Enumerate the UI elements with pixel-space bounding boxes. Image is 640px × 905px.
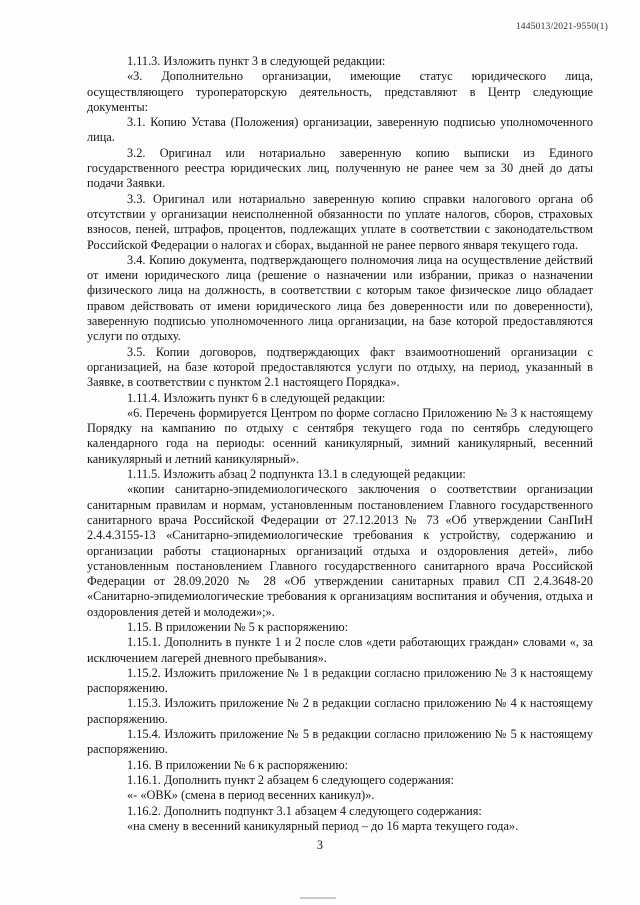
paragraph: 1.11.5. Изложить абзац 2 подпункта 13.1 в следующей редакции: [127,467,466,482]
paragraph: 1.15.3. Изложить приложение № 2 в редакции согласно приложению № 4 к настоящему распоряжению. [87,696,593,726]
paragraph: 1.15.1. Дополнить в пункте 1 и 2 после слов «дети работающих граждан» словами «, за исключением лагерей дневного пребывания». [87,635,593,665]
paragraph: 1.16.1. Дополнить пункт 2 абзацем 6 следующего содержания: [127,772,454,787]
paragraph: 1.16. В приложении № 6 к распоряжению: [127,757,349,772]
paragraph: 3.2. Оригинал или нотариально заверенную копию выписки из Единого государственного реестра юридических лиц, полученную не ранее чем за 30 дней до даты подачи Заявки. [87,145,593,191]
paragraph: 3.5. Копии договоров, подтверждающих факт взаимоотношений организации с организацией, на базе которой предоставляются услуги по отдыху, на период, указанный в Заявке, в соответствии с пунктом 2.1 настоящего Порядка». [87,344,593,390]
paragraph: 3.3. Оригинал или нотариально заверенную копию справки налогового органа об отсутствии у организации неисполненной обязанности по уплате налогов, сборов, страховых взносов, пеней, штрафов, процентов, подлежащих уплате в соответствии с законодательством Российской Федерации о налогах и сборах, выданной не ранее первого января текущего года. [87,191,593,252]
paragraph: 1.15.2. Изложить приложение № 1 в редакции согласно приложению № 3 к настоящему распоряжению. [87,665,593,696]
paragraph: 1.11.3. Изложить пункт 3 в следующей редакции: [127,54,386,68]
paragraph: 1.15. В приложении № 5 к распоряжению: [127,619,349,634]
paragraph: 1.15.4. Изложить приложение № 5 в редакции согласно приложению № 5 к настоящему распоряжению. [87,727,593,757]
page-number: 3 [316,838,324,852]
paragraph: «копии санитарно-эпидемиологического заключения о соответствии организации санитарным правилам и нормам, установленным постановлением Главного государственного санитарного врача Российской Федерации от 27.12.2013 № 73 «Об утверждении СанПиН 2.4.4.3155-13 «Санитарно-эпидемиологические требования к устройству, содержанию и организации работы стационарных организаций отдыха и оздоровления детей», либо установленным постановлением Главного государственного санитарного врача Российской Федерации от 28.09.2020 № 28 «Об утверждении санитарных правил СП 2.4.3648-20 «Санитарно-эпидемиологические требования к организациям воспитания и обучения, отдыха и оздоровления детей и молодежи»;». [87,482,593,619]
paragraph: «3. Дополнительно организации, имеющие статус юридического лица, осуществляющего туроператорскую деятельность, представляют в Центр следующие документы: [87,69,593,114]
paragraph: «6. Перечень формируется Центром по форме согласно Приложению № 3 к настоящему Порядку на кампанию по отдыху с сентября текущего года по сентябрь следующего календарного года на периоды: осенний каникулярный, зимний каникулярный, весенний каникулярный и летний каникулярный». [87,405,593,466]
paragraph: 1.11.4. Изложить пункт 6 в следующей редакции: [127,390,386,405]
paragraph: 3.4. Копию документа, подтверждающего полномочия лица на осуществление действий от имени юридического лица (решение о назначении или избрании, приказ о назначении физического лица на должность, в соответствии с которым такое физическое лицо обладает правом действовать от имени юридического лица без доверенности или по доверенности), заверенную подписью уполномоченного лица организации, на базе которой предоставляются услуги по отдыху. [87,252,593,344]
document-body [87,54,593,834]
paragraph: 3.1. Копию Устава (Положения) организации, заверенную подписью уполномоченного лица. [87,115,593,145]
document-id: 1445013/2021-9550(1) [515,22,608,32]
paragraph: «- «ОВК» (смена в период весенних каникул)». [127,788,375,803]
paragraph: «на смену в весенний каникулярный период – до 16 марта текущего года». [127,818,519,833]
scan-artifact [300,897,336,899]
paragraph: 1.16.2. Дополнить подпункт 3.1 абзацем 4 следующего содержания: [127,803,482,818]
